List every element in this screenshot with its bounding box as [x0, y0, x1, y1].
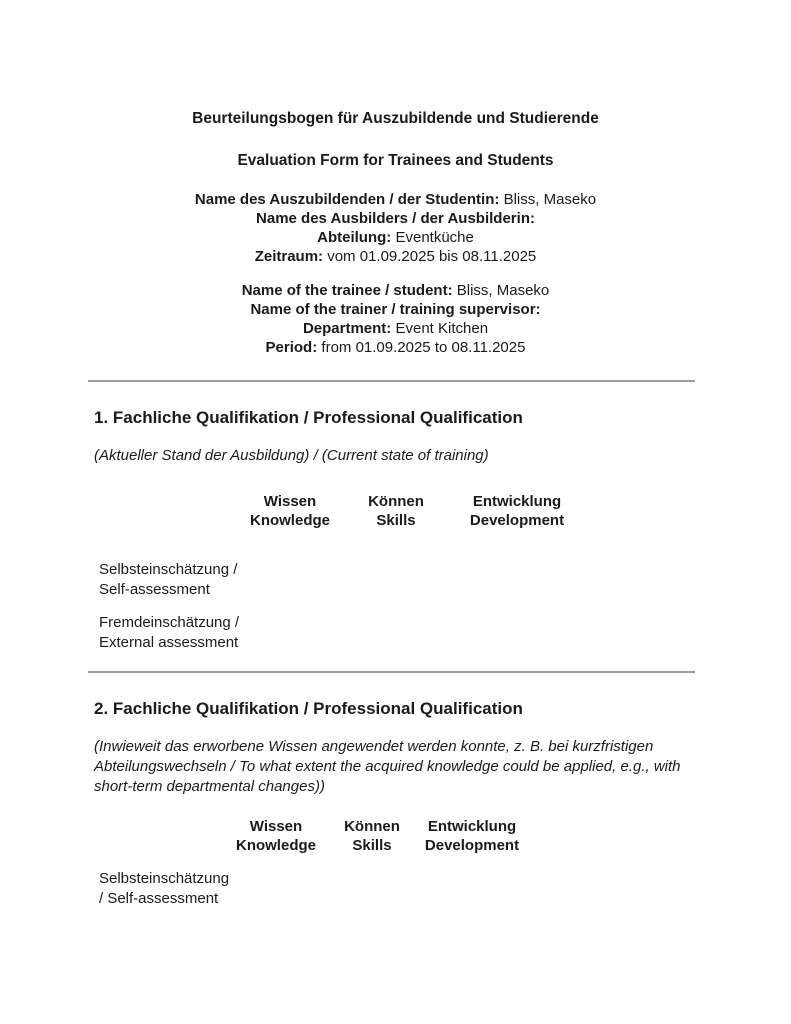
column-label-en: Development [469, 512, 565, 529]
document-header [0, 0, 791, 357]
period-value-de: vom 01.09.2025 bis 08.11.2025 [327, 248, 537, 265]
column-wissen-knowledge [240, 492, 340, 530]
column-label-en: Knowledge [249, 512, 330, 529]
column-label-de: Wissen [249, 818, 303, 835]
trainee-name-line-de [0, 190, 791, 209]
column-label-en: Knowledge [235, 837, 316, 854]
document-title-english: Evaluation Form for Trainees and Students [237, 152, 554, 169]
row-label-line-1: Selbsteinschätzung / [99, 561, 238, 578]
department-label-en: Department: [302, 320, 392, 337]
section-2-heading: 2. Fachliche Qualifikation / Professional Qualification [94, 699, 523, 718]
department-value-de: Eventküche [395, 229, 474, 246]
row-label-line-2: Self-assessment [99, 581, 210, 598]
trainer-name-label-de: Name des Ausbilders / der Ausbilderin: [256, 210, 535, 227]
self-assessment-row [99, 869, 791, 909]
column-koennen-skills [346, 492, 446, 530]
trainee-name-value-en: Bliss, Maseko [456, 282, 550, 299]
section-1 [0, 408, 791, 653]
column-label-de: Können [368, 493, 424, 510]
trainer-name-line-de [0, 209, 791, 228]
row-label-line-2: External assessment [99, 634, 239, 651]
document-title-german: Beurteilungsbogen für Auszubildende und Studierende [192, 110, 599, 127]
trainee-name-label-en: Name of the trainee / student: [241, 282, 453, 299]
trainee-name-value-de: Bliss, Maseko [503, 191, 597, 208]
period-label-de: Zeitraum: [254, 248, 324, 265]
trainee-info-english [0, 281, 791, 357]
column-koennen-skills [326, 817, 418, 855]
period-value-en: from 01.09.2025 to 08.11.2025 [321, 339, 526, 356]
department-label-de: Abteilung: [317, 229, 392, 246]
period-label-en: Period: [265, 339, 318, 356]
self-assessment-row [99, 560, 791, 600]
column-label-de: Wissen [263, 493, 317, 510]
column-entwicklung-development [418, 817, 526, 855]
row-label-line-1: Fremdeinschätzung / [99, 614, 240, 631]
period-line-en [0, 338, 791, 357]
trainer-name-label-en: Name of the trainer / training supervisor: [250, 301, 541, 318]
external-assessment-row [99, 613, 791, 653]
section-divider-1 [88, 380, 695, 382]
row-label-line-2: / Self-assessment [99, 890, 219, 907]
section-1-column-headers [240, 492, 791, 530]
department-line-en [0, 319, 791, 338]
trainee-info-german [0, 190, 791, 266]
column-label-en: Skills [376, 512, 416, 529]
section-1-heading: 1. Fachliche Qualifikation / Professional Qualification [94, 408, 523, 427]
department-value-en: Event Kitchen [395, 320, 489, 337]
period-line-de [0, 247, 791, 266]
section-divider-2 [88, 671, 695, 673]
section-2-note: (Inwieweit das erworbene Wissen angewendet werden konnte, z. B. bei kurzfristigen Abteilungswechseln / To what extent the acquired knowledge could be applied, e.g., with short-term departmental changes)) [94, 738, 681, 795]
column-entwicklung-development [458, 492, 576, 530]
section-2-column-headers [226, 817, 791, 855]
column-label-de: Können [344, 818, 400, 835]
column-label-de: Entwicklung [427, 818, 517, 835]
column-label-de: Entwicklung [472, 493, 562, 510]
section-2 [0, 699, 791, 909]
trainee-name-label-de: Name des Auszubildenden / der Studentin: [194, 191, 500, 208]
department-line-de [0, 228, 791, 247]
column-label-en: Skills [352, 837, 392, 854]
section-1-note: (Aktueller Stand der Ausbildung) / (Current state of training) [94, 447, 489, 464]
column-wissen-knowledge [226, 817, 326, 855]
trainer-name-line-en [0, 300, 791, 319]
trainee-name-line-en [0, 281, 791, 300]
row-label-line-1: Selbsteinschätzung [99, 870, 230, 887]
column-label-en: Development [424, 837, 520, 854]
